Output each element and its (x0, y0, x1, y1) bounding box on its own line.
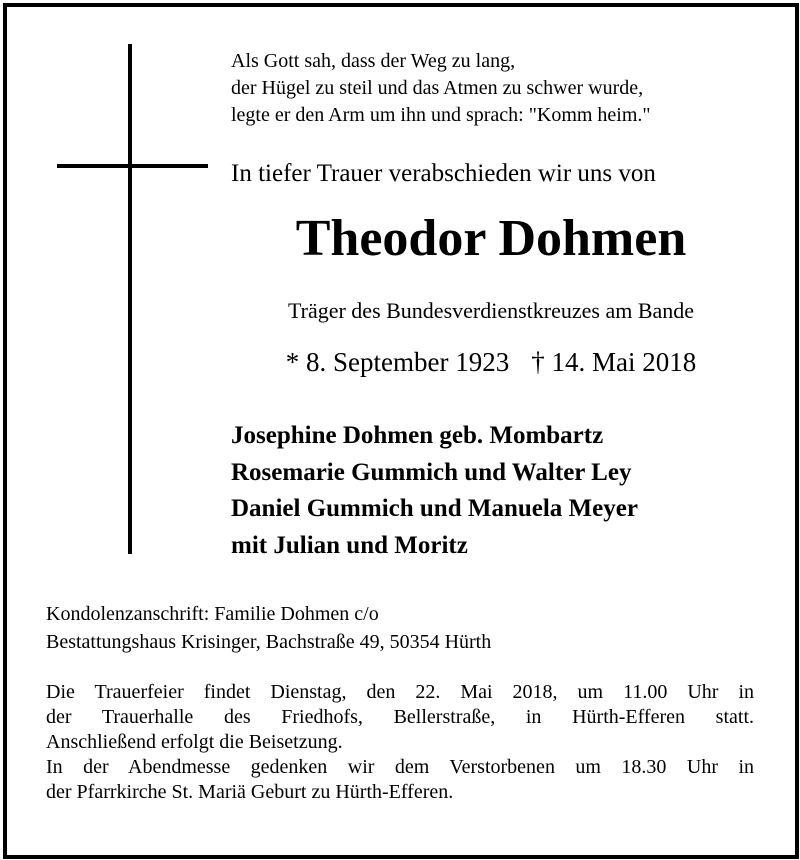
mourner-line: Daniel Gummich und Manuela Meyer (231, 495, 638, 522)
ceremony-line: Anschließend erfolgt die Beisetzung. (46, 731, 343, 753)
verse-line: legte er den Arm um ihn und sprach: "Komm heim." (231, 104, 651, 126)
condolence-line: Kondolenzanschrift: Familie Dohmen c/o (46, 603, 379, 625)
condolence-address (46, 600, 491, 656)
mourner-line: Rosemarie Gummich und Walter Ley (231, 458, 632, 486)
verse-line: Als Gott sah, dass der Weg zu lang, (231, 50, 516, 72)
cross-horizontal-bar (57, 164, 208, 168)
memorial-verse (231, 48, 651, 129)
mourner-line: Josephine Dohmen geb. Mombartz (231, 422, 604, 449)
ceremony-line: der Pfarrkirche St. Mariä Geburt zu Hürth-Efferen. (46, 781, 454, 803)
life-dates (231, 344, 751, 380)
deceased-name: Theodor Dohmen (295, 210, 687, 267)
mourners-list (231, 418, 638, 564)
verse-line: der Hügel zu steil und das Atmen zu schwer wurde, (231, 77, 644, 99)
honor-title: Träger des Bundesverdienstkreuzes am Bande (287, 298, 695, 323)
ceremony-line: In der Abendmesse gedenken wir dem Verstorbenen um 18.30 Uhr in (46, 756, 754, 778)
ceremony-line: der Trauerhalle des Friedhofs, Bellerstraße, in Hürth-Efferen statt. (46, 706, 754, 728)
cross-vertical-bar (128, 44, 132, 554)
birth-date: * 8. September 1923 (285, 347, 510, 377)
ceremony-line: Die Trauerfeier findet Dienstag, den 22. Mai 2018, um 11.00 Uhr in (46, 681, 754, 703)
mourner-line: mit Julian und Moritz (231, 531, 468, 559)
condolence-line: Bestattungshaus Krisinger, Bachstraße 49, 50354 Hürth (46, 631, 492, 653)
death-date: † 14. Mai 2018 (531, 347, 697, 377)
ceremony-notice (46, 680, 754, 805)
farewell-intro: In tiefer Trauer verabschieden wir uns von (231, 160, 656, 187)
